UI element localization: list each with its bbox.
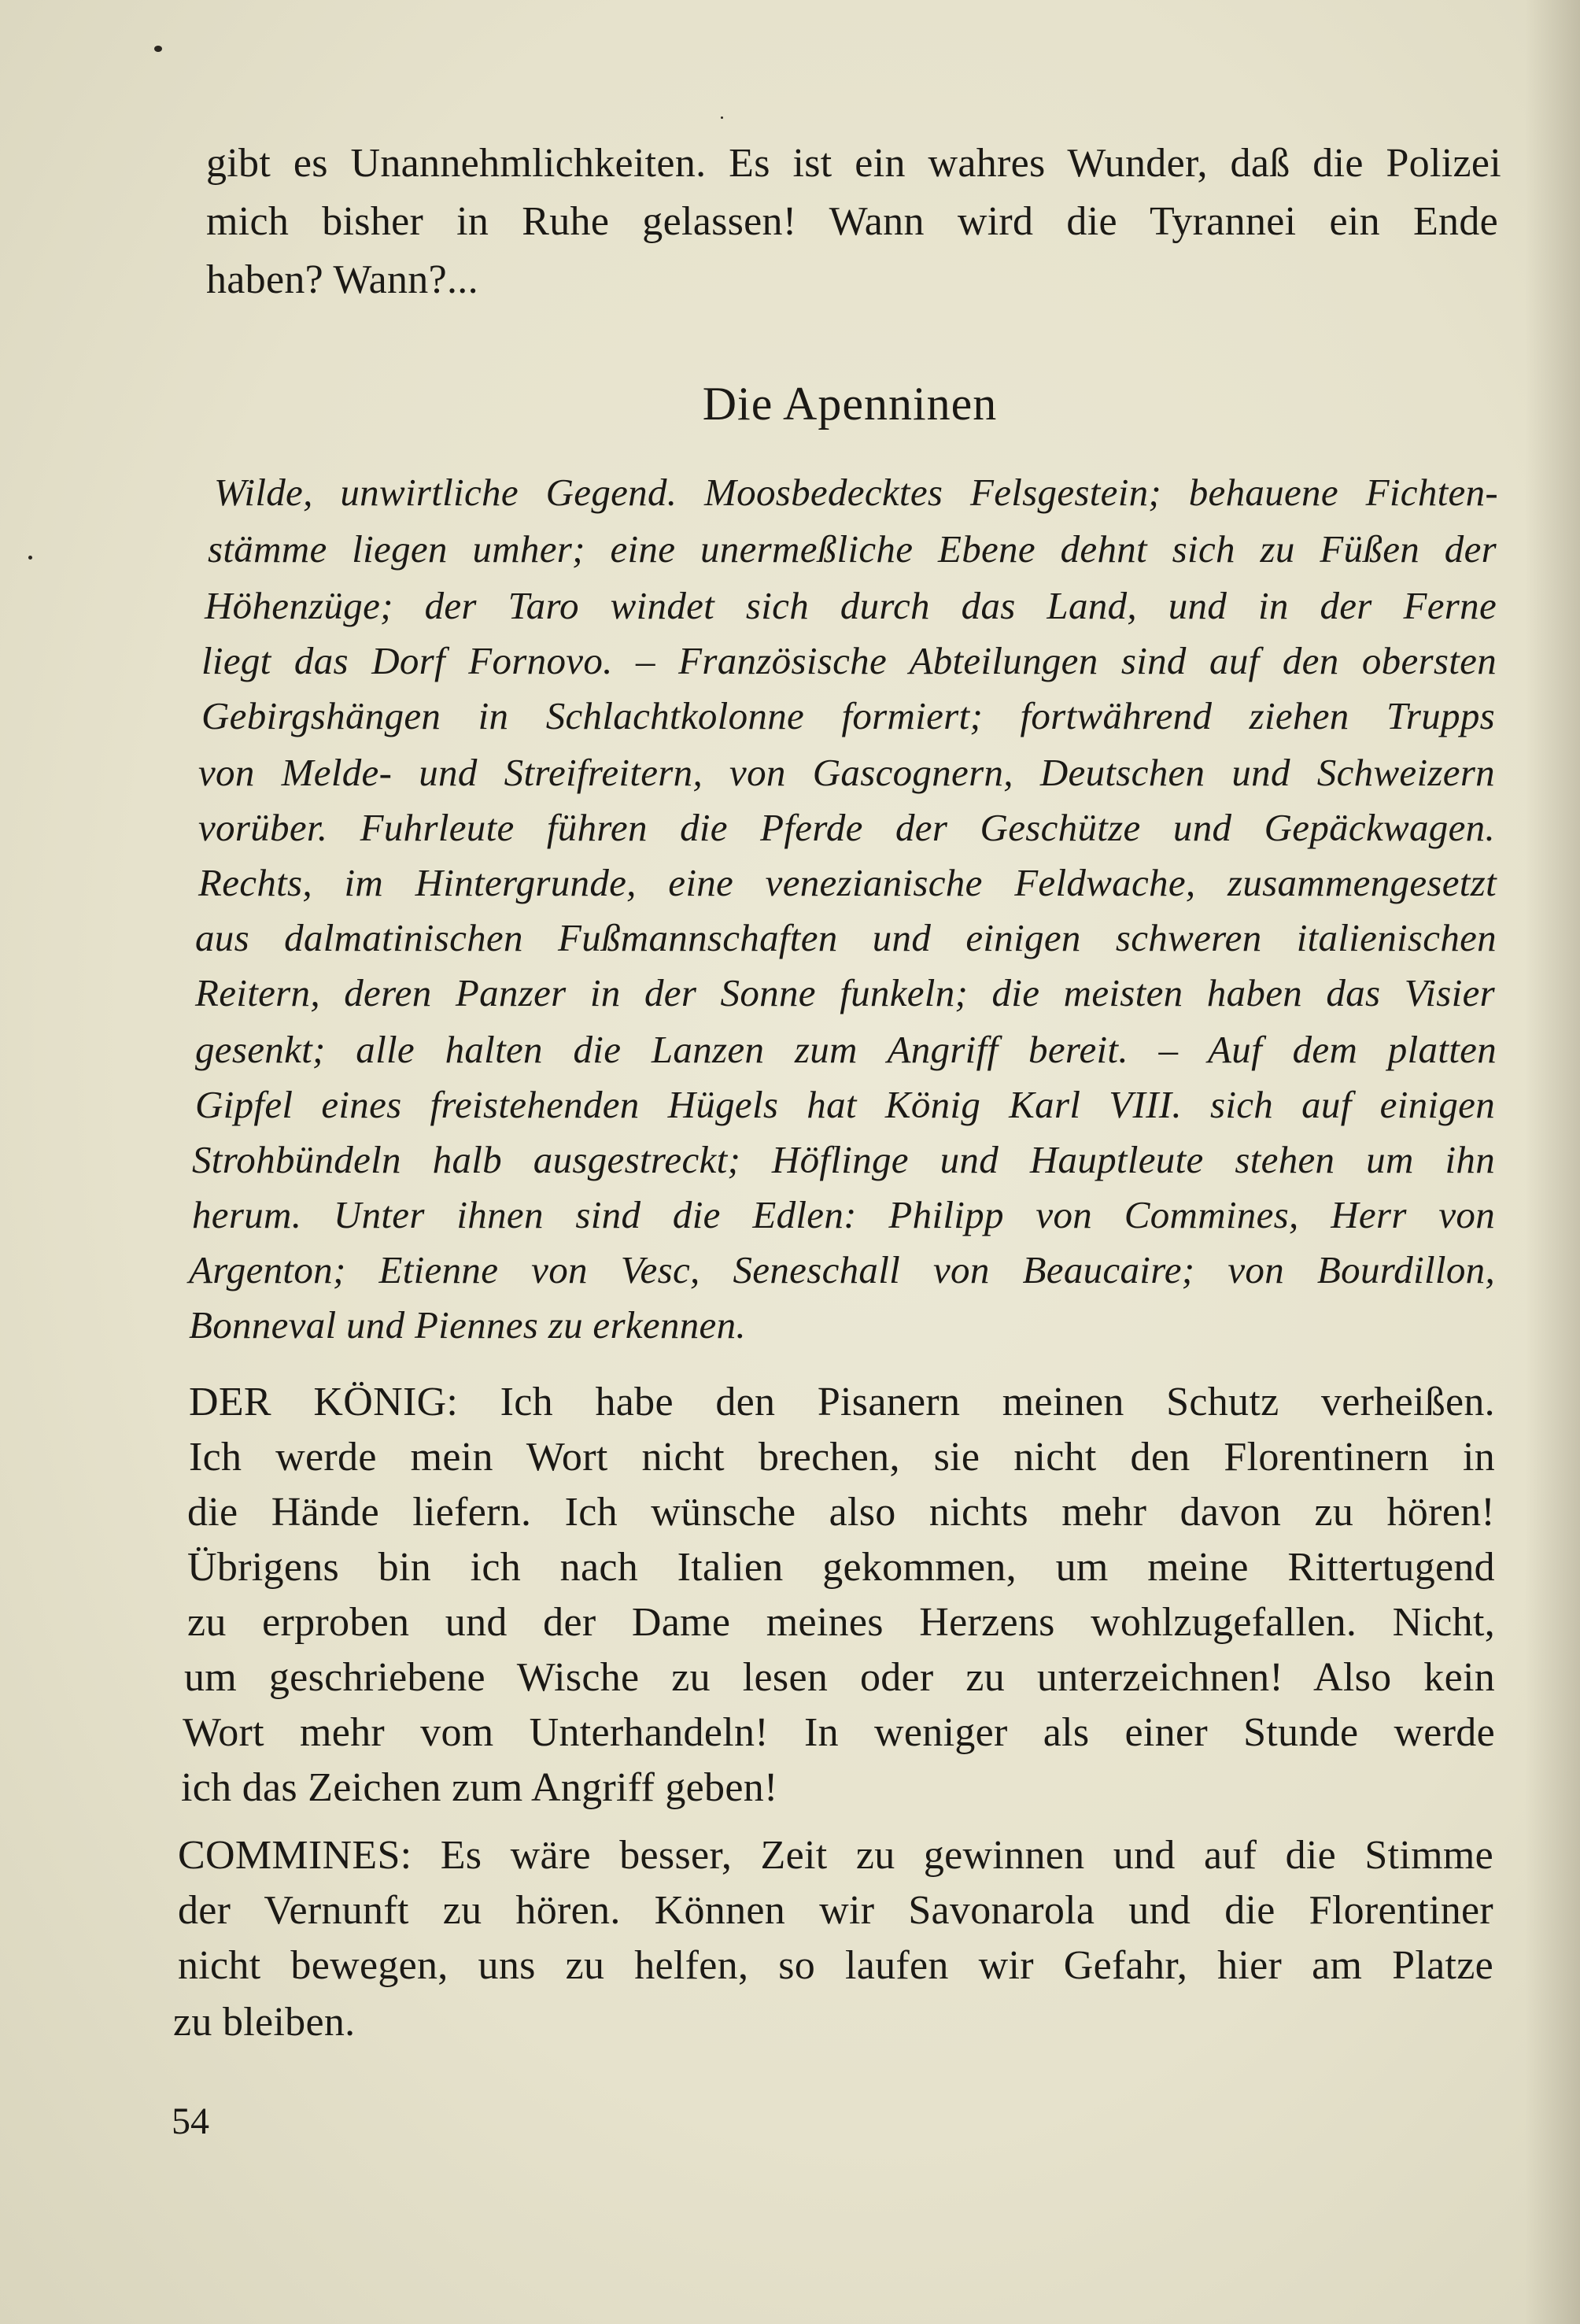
text-line: Gebirgshängen in Schlachtkolonne formiert; fortwährend ziehen Trupps xyxy=(201,694,1495,737)
ink-speck xyxy=(721,116,723,119)
ink-speck xyxy=(154,46,162,52)
text-line: DER KÖNIG: Ich habe den Pisanern meinen Schutz verheißen. xyxy=(189,1380,1495,1424)
text-line: vorüber. Fuhrleute führen die Pferde der Geschütze und Gepäckwagen. xyxy=(198,806,1495,849)
text-line: stämme liegen umher; eine unermeßliche Ebene dehnt sich zu Füßen der xyxy=(208,527,1497,571)
text-line: mich bisher in Ruhe gelassen! Wann wird die Tyrannei ein Ende xyxy=(206,199,1498,244)
text-line: Höhenzüge; der Taro windet sich durch das Land, und in der Ferne xyxy=(205,584,1497,627)
text-line: Übrigens bin ich nach Italien gekommen, um meine Rittertugend xyxy=(187,1545,1495,1590)
text-line: Ich werde mein Wort nicht brechen, sie nicht den Florentinern in xyxy=(189,1435,1495,1480)
text-line: von Melde- und Streifreitern, von Gascognern, Deutschen und Schweizern xyxy=(198,751,1495,794)
text-line: herum. Unter ihnen sind die Edlen: Philipp von Commines, Herr von xyxy=(192,1193,1495,1236)
text-line: Wort mehr vom Unterhandeln! In weniger als einer Stunde werde xyxy=(183,1710,1495,1755)
text-line: der Vernunft zu hören. Können wir Savonarola und die Florentiner xyxy=(178,1888,1493,1933)
text-line: COMMINES: Es wäre besser, Zeit zu gewinnen und auf die Stimme xyxy=(178,1833,1493,1878)
text-line: gibt es Unannehmlichkeiten. Es ist ein wahres Wunder, daß die Polizei xyxy=(206,141,1501,186)
text-line: zu bleiben. xyxy=(173,2000,356,2045)
text-line: aus dalmatinischen Fußmannschaften und einigen schweren italienischen xyxy=(195,916,1497,959)
text-line: Argenton; Etienne von Vesc, Seneschall von Beaucaire; von Bourdillon, xyxy=(189,1248,1495,1291)
page-edge-shadow xyxy=(1525,0,1580,2324)
text-line: Bonneval und Piennes zu erkennen. xyxy=(189,1303,746,1347)
text-line: ich das Zeichen zum Angriff geben! xyxy=(181,1765,778,1810)
text-line: Reitern, deren Panzer in der Sonne funkeln; die meisten haben das Visier xyxy=(195,971,1495,1014)
text-line: Rechts, im Hintergrunde, eine venezianische Feldwache, zusammengesetzt xyxy=(198,861,1497,904)
text-line: Wilde, unwirtliche Gegend. Moosbedecktes Felsgestein; behauene Fichten- xyxy=(214,471,1498,514)
text-line: haben? Wann?... xyxy=(206,257,478,302)
ink-speck xyxy=(28,556,32,560)
text-line: um geschriebene Wische zu lesen oder zu unterzeichnen! Also kein xyxy=(184,1655,1495,1700)
text-line: liegt das Dorf Fornovo. – Französische Abteilungen sind auf den obersten xyxy=(201,639,1497,682)
text-line: nicht bewegen, uns zu helfen, so laufen wir Gefahr, hier am Platze xyxy=(178,1943,1493,1988)
page-number: 54 xyxy=(172,2100,209,2142)
text-line: Gipfel eines freistehenden Hügels hat König Karl VIII. sich auf einigen xyxy=(195,1083,1495,1126)
text-line: zu erproben und der Dame meines Herzens wohlzugefallen. Nicht, xyxy=(187,1600,1495,1645)
text-line: die Hände liefern. Ich wünsche also nichts mehr davon zu hören! xyxy=(187,1490,1495,1535)
section-heading: Die Apenninen xyxy=(702,378,998,430)
text-line: Strohbündeln halb ausgestreckt; Höflinge und Hauptleute stehen um ihn xyxy=(192,1138,1495,1181)
text-line: gesenkt; alle halten die Lanzen zum Angriff bereit. – Auf dem platten xyxy=(195,1028,1497,1071)
